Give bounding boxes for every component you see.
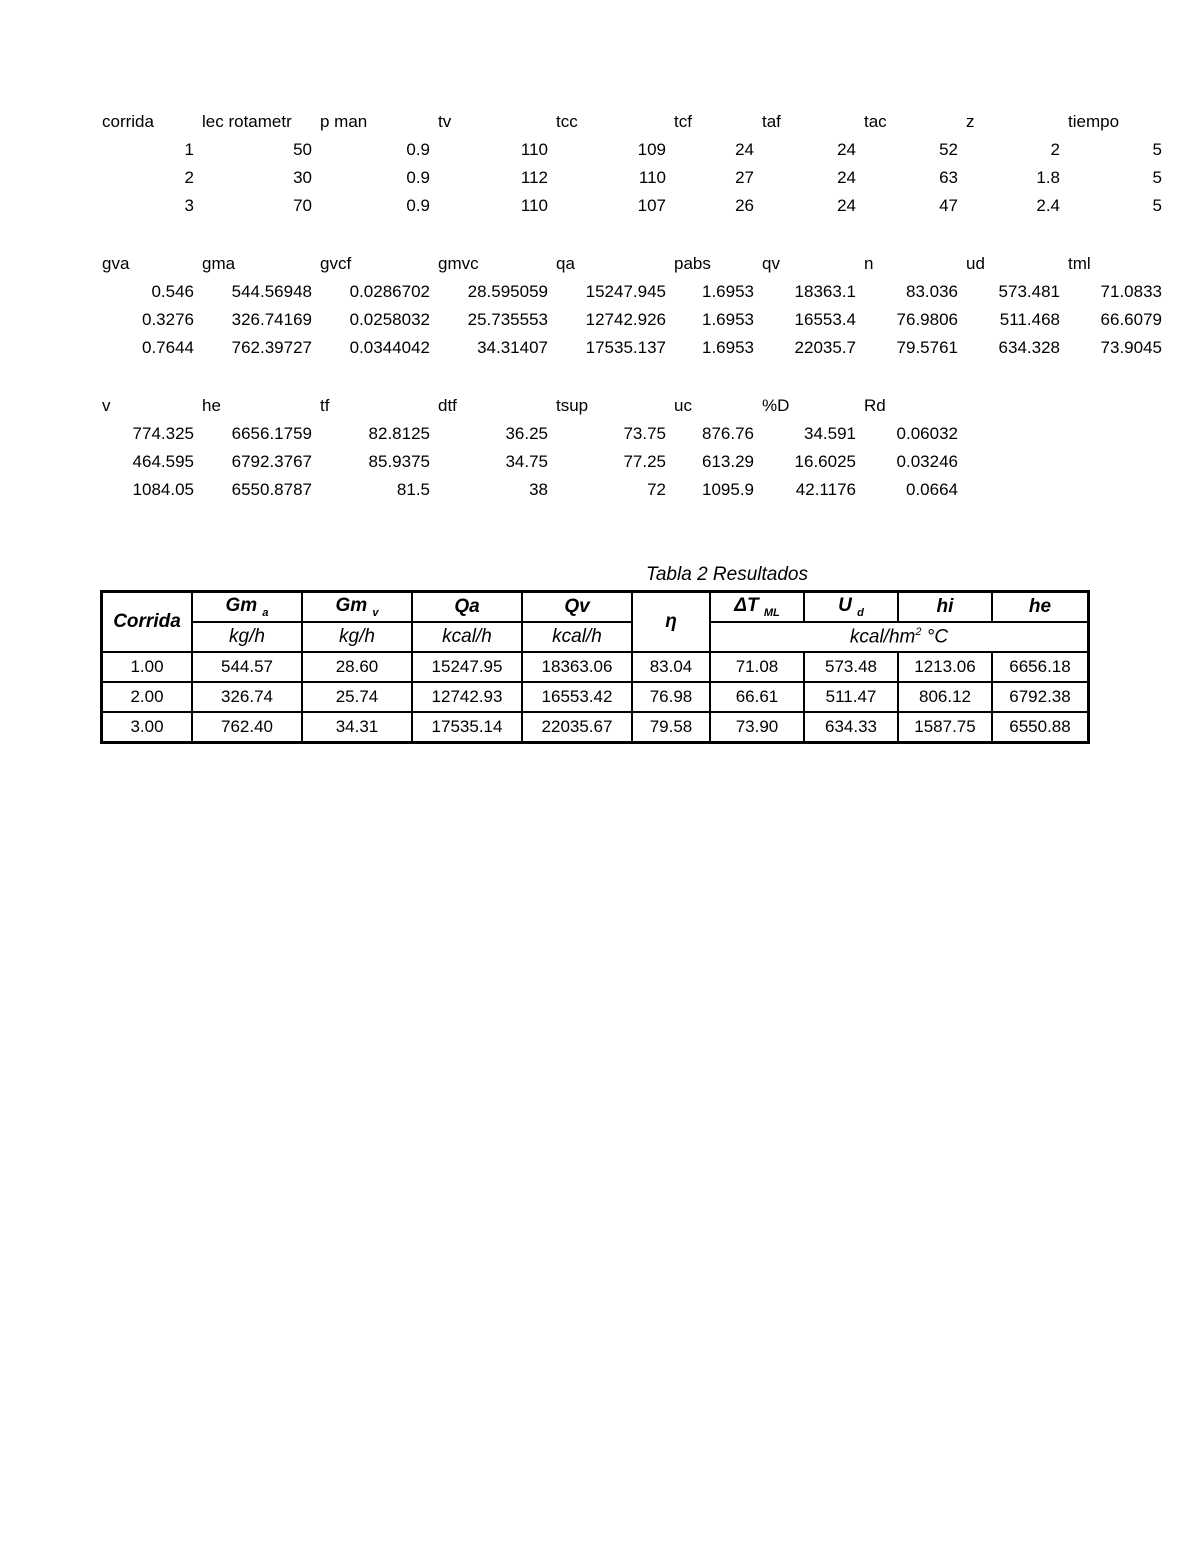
cell: 876.76 <box>702 424 754 443</box>
gma-label: Gm <box>225 595 258 617</box>
cell: 0.03246 <box>896 452 958 471</box>
cell: 83.036 <box>906 282 958 301</box>
header-row <box>98 392 962 420</box>
header-cell: pabs <box>674 254 711 273</box>
cell: 27 <box>735 168 754 187</box>
cell: 30 <box>293 168 312 187</box>
cell: 1084.05 <box>132 480 194 499</box>
table-row <box>102 652 1089 682</box>
raw-data-table-3 <box>98 392 962 504</box>
table-caption: Tabla 2 Resultados <box>646 564 808 585</box>
table-row <box>102 682 1089 712</box>
header-cell: he <box>202 396 221 415</box>
cell: 2.00 <box>102 682 193 712</box>
cell: 17535.14 <box>412 712 522 743</box>
cell: 0.7644 <box>142 338 194 357</box>
unit-shared-sup: 2 <box>915 625 922 638</box>
table-row <box>98 334 1166 362</box>
cell: 12742.926 <box>585 310 666 329</box>
header-gmv <box>302 592 412 623</box>
cell: 573.48 <box>804 652 898 682</box>
cell: 25.735553 <box>467 310 548 329</box>
cell: 2 <box>1050 140 1060 159</box>
gma-subscript: a <box>262 606 269 619</box>
cell: 25.74 <box>302 682 412 712</box>
results-header-row <box>102 592 1089 623</box>
header-cell: Rd <box>864 396 886 415</box>
cell: 326.74169 <box>231 310 312 329</box>
cell: 36.25 <box>505 424 548 443</box>
cell: 24 <box>837 196 856 215</box>
cell: 34.75 <box>505 452 548 471</box>
cell: 72 <box>647 480 666 499</box>
table-row <box>98 420 962 448</box>
cell: 511.47 <box>804 682 898 712</box>
cell: 28.60 <box>302 652 412 682</box>
cell: 81.5 <box>396 480 430 499</box>
cell: 0.0664 <box>906 480 958 499</box>
cell: 73.75 <box>623 424 666 443</box>
cell: 634.33 <box>804 712 898 743</box>
cell: 79.5761 <box>896 338 958 357</box>
header-gma <box>192 592 302 623</box>
cell: 82.8125 <box>368 424 430 443</box>
cell: 1.6953 <box>702 310 754 329</box>
cell: 47 <box>939 196 958 215</box>
cell: 24 <box>837 168 856 187</box>
cell: 762.40 <box>192 712 302 743</box>
gmv-subscript: v <box>372 606 379 619</box>
cell: 107 <box>637 196 666 215</box>
cell: 544.56948 <box>231 282 312 301</box>
cell: 76.98 <box>632 682 710 712</box>
cell: 6792.3767 <box>231 452 312 471</box>
unit-gma: kg/h <box>192 622 302 652</box>
cell: 464.595 <box>132 452 194 471</box>
cell: 110 <box>638 168 666 187</box>
cell: 0.0258032 <box>349 310 430 329</box>
cell: 73.9045 <box>1100 338 1162 357</box>
raw-data-table-2 <box>98 250 1166 362</box>
cell: 70 <box>293 196 312 215</box>
cell: 50 <box>293 140 312 159</box>
unit-gmv: kg/h <box>302 622 412 652</box>
cell: 18363.1 <box>794 282 856 301</box>
cell: 806.12 <box>898 682 992 712</box>
header-cell: p man <box>320 112 368 131</box>
header-cell: tv <box>438 112 452 131</box>
cell: 112 <box>520 168 548 187</box>
header-cell: gmvc <box>438 254 479 273</box>
cell: 0.9 <box>406 196 430 215</box>
results-table <box>100 590 1090 744</box>
cell: 0.0286702 <box>349 282 430 301</box>
header-cell: tac <box>864 112 887 131</box>
table-row <box>98 306 1166 334</box>
cell: 0.9 <box>406 140 430 159</box>
header-cell: v <box>102 396 111 415</box>
cell: 3.00 <box>102 712 193 743</box>
cell: 6792.38 <box>992 682 1089 712</box>
cell: 24 <box>735 140 754 159</box>
cell: 28.595059 <box>467 282 548 301</box>
units-row <box>102 622 1089 652</box>
cell: 66.6079 <box>1100 310 1162 329</box>
cell: 16553.4 <box>794 310 856 329</box>
cell: 1095.9 <box>702 480 754 499</box>
cell: 22035.7 <box>794 338 856 357</box>
cell: 71.0833 <box>1100 282 1162 301</box>
header-cell: gvcf <box>320 254 352 273</box>
cell: 1.6953 <box>702 338 754 357</box>
table-row <box>98 278 1166 306</box>
cell: 15247.945 <box>585 282 666 301</box>
unit-shared-base: kcal/hm <box>849 626 916 648</box>
cell: 38 <box>529 480 548 499</box>
header-cell: tsup <box>556 396 589 415</box>
cell: 5 <box>1152 168 1162 187</box>
header-eta: η <box>632 592 710 653</box>
header-cell: tcc <box>556 112 578 131</box>
cell: 613.29 <box>702 452 754 471</box>
cell: 16.6025 <box>794 452 856 471</box>
header-cell: %D <box>762 396 790 415</box>
header-cell: corrida <box>102 112 154 131</box>
header-qa: Qa <box>412 592 522 623</box>
cell: 634.328 <box>998 338 1060 357</box>
header-cell: tiempo <box>1068 112 1120 131</box>
dtml-subscript: ML <box>763 606 780 619</box>
cell: 77.25 <box>623 452 666 471</box>
cell: 511.468 <box>999 310 1060 329</box>
table-row <box>98 164 1166 192</box>
header-cell: tml <box>1068 254 1091 273</box>
cell: 22035.67 <box>522 712 632 743</box>
cell: 16553.42 <box>522 682 632 712</box>
table-row <box>98 192 1166 220</box>
cell: 34.31 <box>302 712 412 743</box>
cell: 18363.06 <box>522 652 632 682</box>
header-cell: tf <box>320 396 330 415</box>
header-cell: uc <box>674 396 692 415</box>
cell: 0.9 <box>406 168 430 187</box>
cell: 71.08 <box>710 652 804 682</box>
cell: 1587.75 <box>898 712 992 743</box>
unit-qa: kcal/h <box>412 622 522 652</box>
header-cell: qa <box>556 254 575 273</box>
cell: 110 <box>520 140 548 159</box>
cell: 2.4 <box>1036 196 1060 215</box>
cell: 0.3276 <box>142 310 194 329</box>
cell: 34.591 <box>804 424 856 443</box>
header-cell: n <box>864 254 874 273</box>
unit-shared-tail: °C <box>921 626 949 648</box>
cell: 26 <box>735 196 754 215</box>
header-corrida: Corrida <box>102 592 193 653</box>
cell: 66.61 <box>710 682 804 712</box>
cell: 5 <box>1152 140 1162 159</box>
cell: 2 <box>184 168 194 187</box>
table-row <box>98 476 962 504</box>
header-cell: ud <box>966 254 985 273</box>
cell: 6550.88 <box>992 712 1089 743</box>
header-row <box>98 108 1166 136</box>
header-cell: taf <box>762 112 781 131</box>
cell: 63 <box>939 168 958 187</box>
raw-data-table-1 <box>98 108 1166 220</box>
cell: 774.325 <box>132 424 194 443</box>
cell: 1 <box>184 140 194 159</box>
table-row <box>102 712 1089 743</box>
ud-label: U <box>838 595 852 617</box>
unit-qv: kcal/h <box>522 622 632 652</box>
table-row <box>98 136 1166 164</box>
ud-subscript: d <box>857 606 864 619</box>
header-row <box>98 250 1166 278</box>
cell: 6550.8787 <box>231 480 312 499</box>
header-cell: qv <box>762 254 780 273</box>
cell: 1.6953 <box>702 282 754 301</box>
gmv-label: Gm <box>335 595 368 617</box>
header-dtml <box>710 592 804 623</box>
header-qv: Qv <box>522 592 632 623</box>
dtml-label: ΔT <box>734 595 759 617</box>
cell: 762.39727 <box>231 338 312 357</box>
header-he: he <box>992 592 1089 623</box>
unit-shared <box>710 622 1089 652</box>
cell: 79.58 <box>632 712 710 743</box>
cell: 326.74 <box>192 682 302 712</box>
header-ud <box>804 592 898 623</box>
cell: 573.481 <box>998 282 1060 301</box>
cell: 0.546 <box>151 282 194 301</box>
cell: 110 <box>520 196 548 215</box>
cell: 76.9806 <box>896 310 958 329</box>
cell: 12742.93 <box>412 682 522 712</box>
cell: 85.9375 <box>368 452 430 471</box>
cell: 6656.18 <box>992 652 1089 682</box>
cell: 73.90 <box>710 712 804 743</box>
header-cell: gva <box>102 254 130 273</box>
cell: 0.06032 <box>896 424 958 443</box>
cell: 1.8 <box>1036 168 1060 187</box>
cell: 52 <box>939 140 958 159</box>
cell: 34.31407 <box>477 338 548 357</box>
cell: 24 <box>837 140 856 159</box>
cell: 109 <box>637 140 666 159</box>
cell: 5 <box>1152 196 1162 215</box>
cell: 83.04 <box>632 652 710 682</box>
cell: 15247.95 <box>412 652 522 682</box>
cell: 1.00 <box>102 652 193 682</box>
header-cell: lec rotametr <box>202 112 292 131</box>
cell: 17535.137 <box>585 338 666 357</box>
cell: 3 <box>184 196 194 215</box>
cell: 544.57 <box>192 652 302 682</box>
cell: 1213.06 <box>898 652 992 682</box>
cell: 0.0344042 <box>349 338 430 357</box>
header-hi: hi <box>898 592 992 623</box>
header-cell: dtf <box>438 396 457 415</box>
cell: 6656.1759 <box>231 424 312 443</box>
header-cell: gma <box>202 254 236 273</box>
table-row <box>98 448 962 476</box>
header-cell: tcf <box>674 112 692 131</box>
cell: 42.1176 <box>795 480 856 499</box>
header-cell: z <box>966 112 975 131</box>
